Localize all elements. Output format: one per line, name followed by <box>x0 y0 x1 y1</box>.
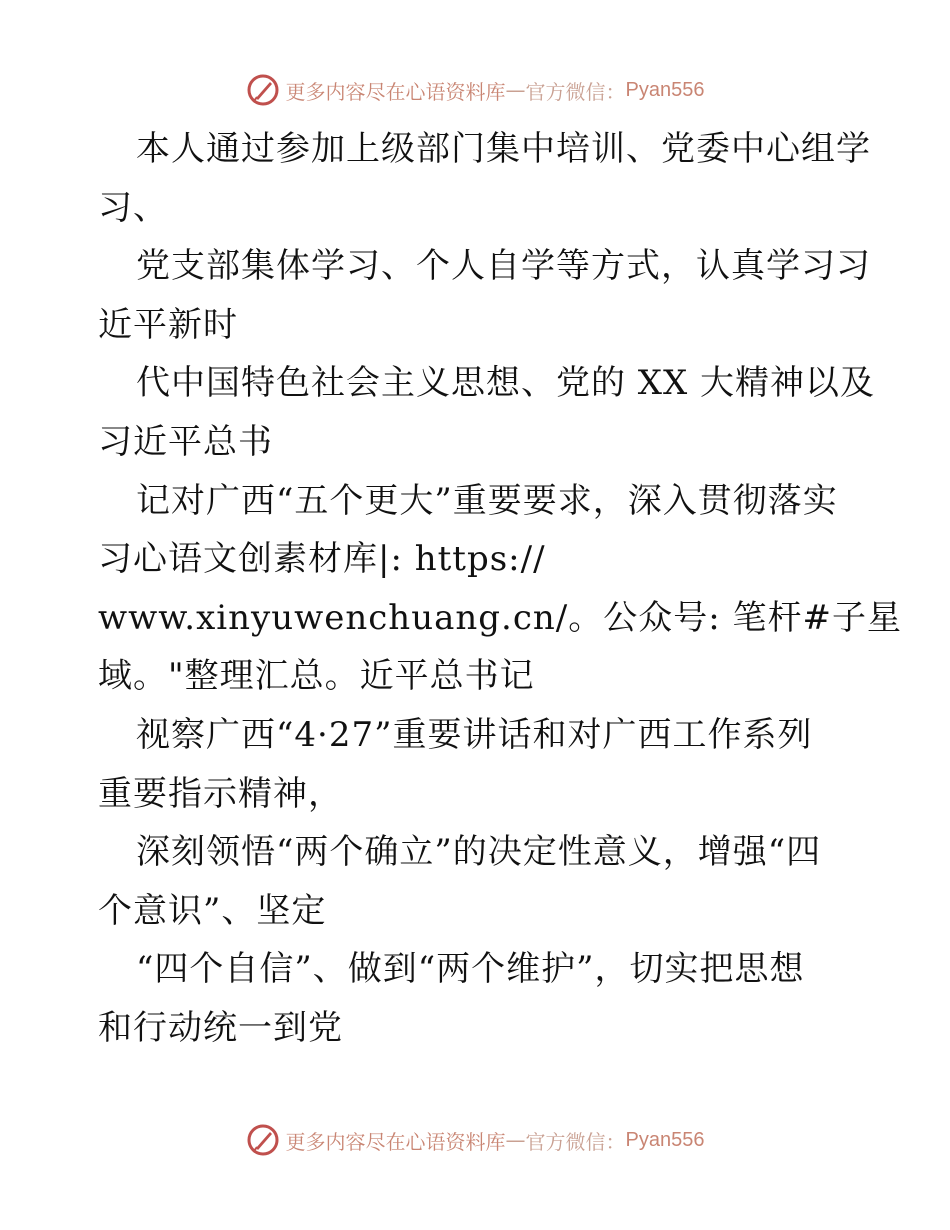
banner-wechat-label: 官方微信： <box>525 1129 626 1154</box>
body-line: 习、 <box>98 187 168 228</box>
banner-separator: — <box>505 1128 526 1152</box>
body-line: 近平新时 <box>98 304 238 345</box>
document-body <box>98 120 902 1058</box>
body-line: 习近平总书 <box>98 421 273 462</box>
quill-logo-icon <box>246 73 280 107</box>
body-line: 本人通过参加上级部门集中培训、党委中心组学 <box>136 129 871 169</box>
body-line: 和行动统一到党 <box>98 1007 343 1048</box>
body-line: www.xinyuwenchuang.cn/。公众号: 笔杆#子星 <box>98 597 902 638</box>
body-line: 视察广西“4·27”重要讲话和对广西工作系列 <box>136 714 813 755</box>
body-line: 代中国特色社会主义思想、党的 XX 大精神以及 <box>136 363 876 404</box>
body-line: “四个自信”、做到“两个维护”，切实把思想 <box>136 949 805 990</box>
body-line: 深刻领悟“两个确立”的决定性意义，增强“四 <box>136 832 822 873</box>
banner-wechat-id: Pyan556 <box>625 78 705 101</box>
banner-separator: — <box>505 78 526 102</box>
body-line: 个意识”、坚定 <box>98 890 327 931</box>
body-line: 域。"整理汇总。近平总书记 <box>98 656 535 697</box>
footer-banner <box>0 1120 950 1160</box>
banner-wechat-id: Pyan556 <box>625 1128 705 1151</box>
banner-wechat-label: 官方微信： <box>525 79 626 104</box>
quill-logo-icon <box>246 1123 280 1157</box>
body-line: 习心语文创素材库|: https:// <box>98 539 546 580</box>
body-line: 重要指示精神， <box>98 773 343 814</box>
banner-brand-text: 更多内容尽在心语资料库 <box>285 79 506 104</box>
body-line: 记对广西“五个更大”重要要求，深入贯彻落实 <box>136 480 838 521</box>
header-banner <box>0 70 950 110</box>
body-line: 党支部集体学习、个人自学等方式，认真学习习 <box>136 246 871 287</box>
banner-brand-text: 更多内容尽在心语资料库 <box>285 1129 506 1154</box>
